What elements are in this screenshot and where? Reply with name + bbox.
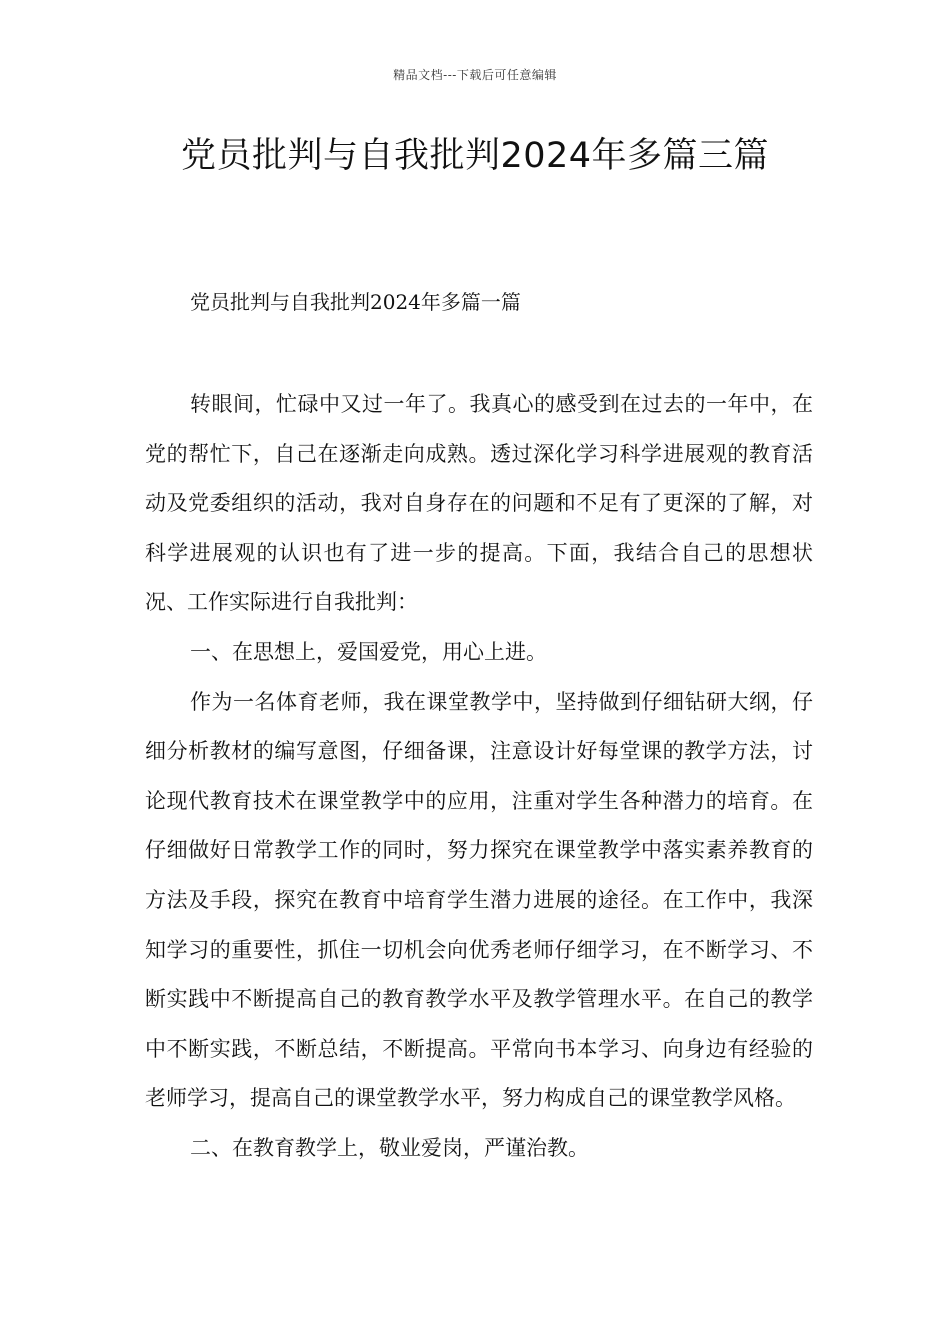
paragraph: 转眼间，忙碌中又过一年了。我真心的感受到在过去的一年中，在党的帮忙下，自己在逐渐走向成熟。透过深化学习科学进展观的教育活动及党委组织的活动，我对自身存在的问题和不足有了更深的了解，对科学进展观的认识也有了进一步的提高。下面，我结合自己的思想状况、工作实际进行自我批判： [145,392,813,615]
paragraph: 二、在教育教学上，敬业爱岗，严谨治教。 [190,1135,589,1160]
document-title: 党员批判与自我批判2024年多篇三篇 [180,136,770,176]
paragraph: 作为一名体育老师，我在课堂教学中，坚持做到仔细钻研大纲，仔细分析教材的编写意图，仔细备课，注意设计好每堂课的教学方法，讨论现代教育技术在课堂教学中的应用，注重对学生各种潜力的培育。在仔细做好日常教学工作的同时，努力探究在课堂教学中落实素养教育的方法及手段，探究在教育中培育学生潜力进展的途径。在工作中，我深知学习的重要性，抓住一切机会向优秀老师仔细学习，在不断学习、不断实践中不断提高自己的教育教学水平及教学管理水平。在自己的教学中不断实践，不断总结，不断提高。平常向书本学习、向身边有经验的老师学习，提高自己的课堂教学水平，努力构成自己的课堂教学风格。 [145,689,813,1111]
paragraph: 一、在思想上，爱国爱党，用心上进。 [190,639,547,664]
document-body [145,380,813,1174]
header-note: 精品文档---下载后可任意编辑 [393,68,557,82]
section-subtitle: 党员批判与自我批判2024年多篇一篇 [190,290,521,314]
